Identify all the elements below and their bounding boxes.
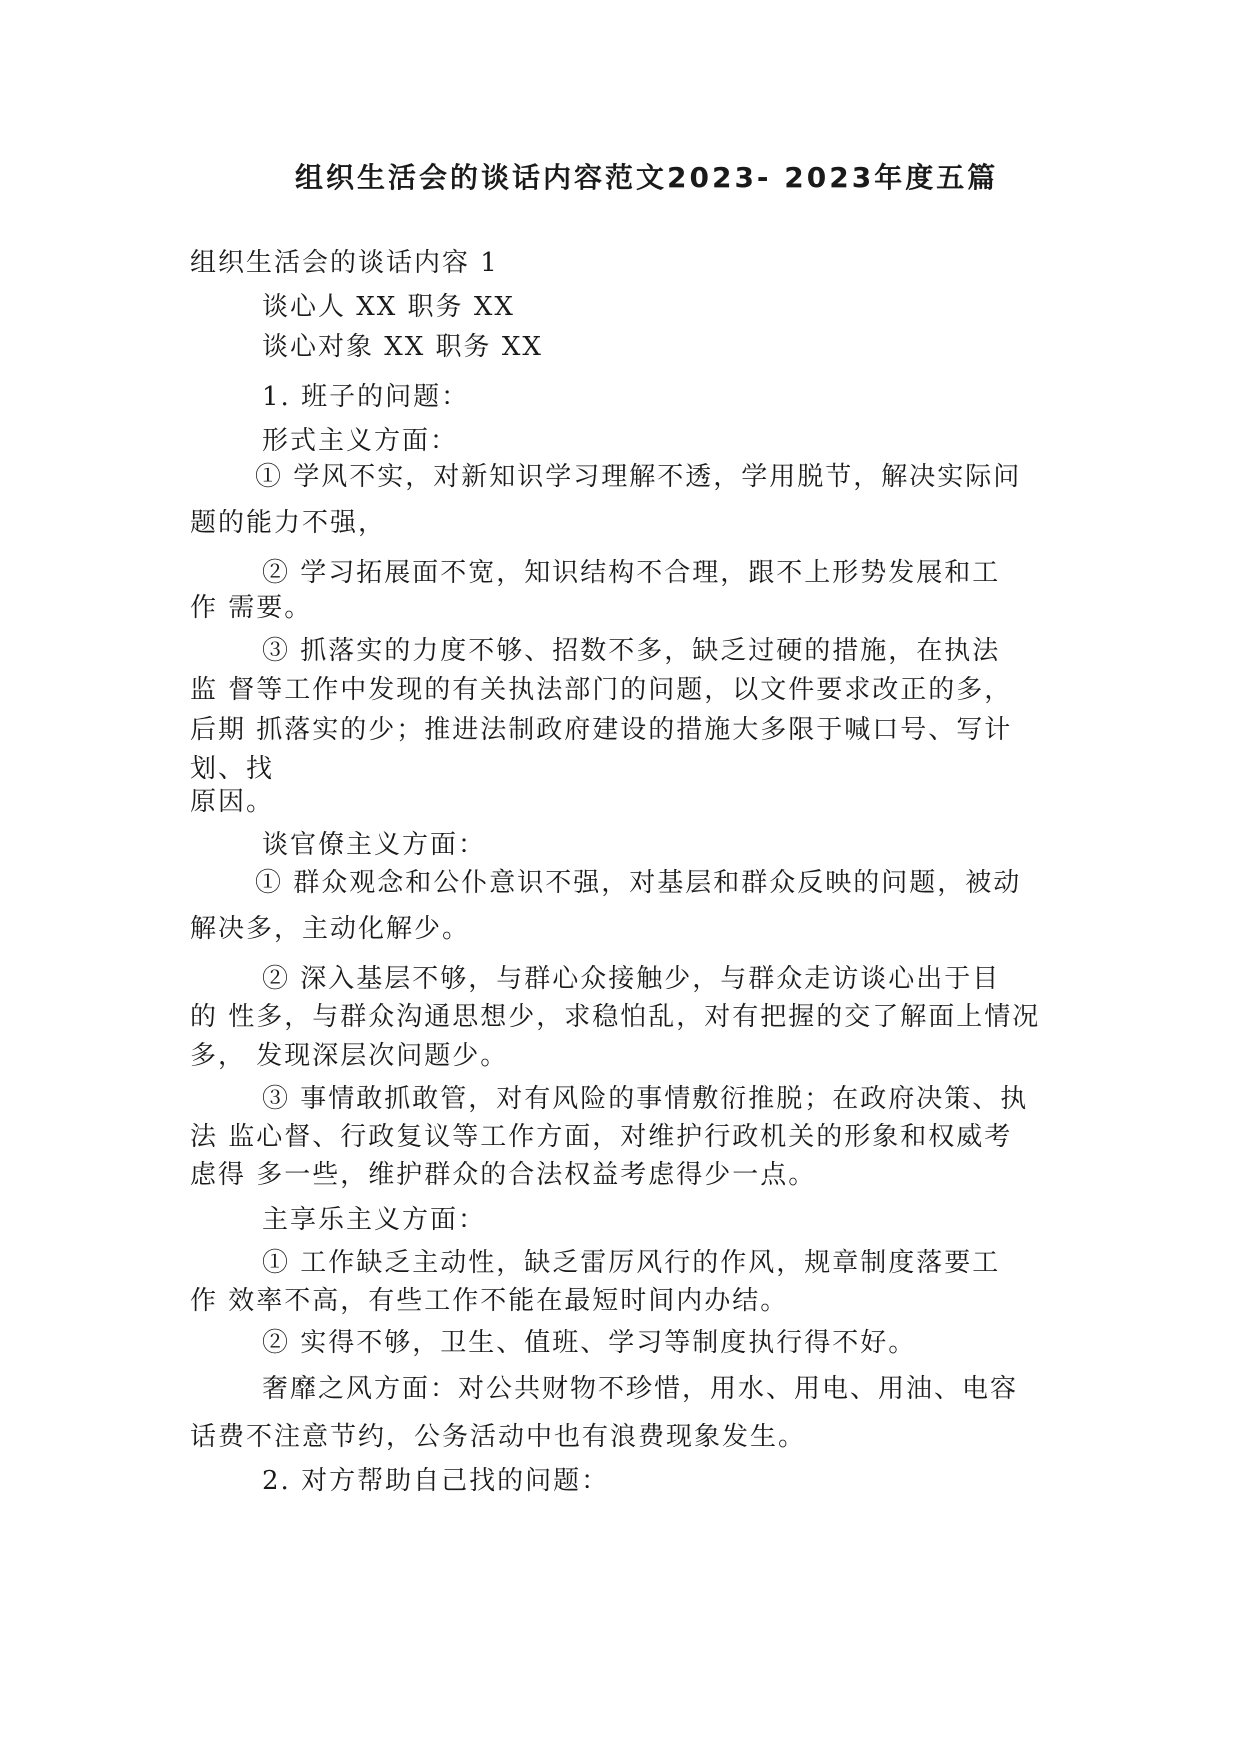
paragraph-line: 奢靡之风方面：对公共财物不珍惜，用水、用电、用油、电容 [262, 1374, 1019, 1404]
paragraph-line: 作 需要。 [190, 593, 313, 623]
paragraph-line: 划、找 [190, 754, 275, 784]
subsection-heading: 谈官僚主义方面： [262, 830, 487, 860]
paragraph-line: 法 监心督、行政复议等工作方面，对维护行政机关的形象和权威考 [190, 1122, 1013, 1152]
paragraph-line: 解决多，主动化解少。 [190, 914, 471, 944]
talk-target-info: 谈心对象 XX 职务 XX [262, 332, 543, 362]
paragraph-line: 的 性多，与群众沟通思想少，求稳怕乱，对有把握的交了解面上情况 [190, 1002, 1041, 1032]
list-heading: 2. 对方帮助自己找的问题： [262, 1466, 610, 1496]
paragraph-line: 题的能力不强， [190, 508, 387, 538]
subsection-heading: 主享乐主义方面： [262, 1205, 487, 1235]
paragraph-line: ② 深入基层不够，与群心众接触少，与群众走访谈心出于目 [262, 964, 1001, 994]
section-heading: 组织生活会的谈话内容 1 [190, 248, 499, 278]
paragraph-line: ② 实得不够，卫生、值班、学习等制度执行得不好。 [262, 1328, 917, 1358]
paragraph-line: 虑得 多一些，维护群众的合法权益考虑得少一点。 [190, 1160, 817, 1190]
paragraph-line: 多， 发现深层次问题少。 [190, 1041, 509, 1071]
paragraph-line: ① 群众观念和公仆意识不强，对基层和群众反映的问题，被动 [255, 868, 1022, 898]
paragraph-line: 后期 抓落实的少；推进法制政府建设的措施大多限于喊口号、写计 [190, 715, 1013, 745]
paragraph-line: ① 工作缺乏主动性，缺乏雷厉风行的作风，规章制度落要工 [262, 1248, 1001, 1278]
talker-info: 谈心人 XX 职务 XX [262, 292, 515, 322]
paragraph-line: 话费不注意节约，公务活动中也有浪费现象发生。 [190, 1422, 807, 1452]
paragraph-line: 监 督等工作中发现的有关执法部门的问题，以文件要求改正的多， [190, 675, 1013, 705]
paragraph-line: ① 学风不实，对新知识学习理解不透，学用脱节，解决实际问 [255, 462, 1022, 492]
paragraph-line: ③ 抓落实的力度不够、招数不多，缺乏过硬的措施，在执法 [262, 636, 1001, 666]
subsection-heading: 形式主义方面： [262, 426, 459, 456]
list-heading: 1. 班子的问题： [262, 382, 470, 412]
paragraph-line: ③ 事情敢抓敢管，对有风险的事情敷衍推脱；在政府决策、执 [262, 1084, 1029, 1114]
paragraph-line: ② 学习拓展面不宽，知识结构不合理，跟不上形势发展和工 [262, 558, 1001, 588]
paragraph-line: 原因。 [190, 787, 275, 817]
paragraph-line: 作 效率不高，有些工作不能在最短时间内办结。 [190, 1286, 789, 1316]
document-title: 组织生活会的谈话内容范文2023- 2023年度五篇 [295, 161, 999, 194]
